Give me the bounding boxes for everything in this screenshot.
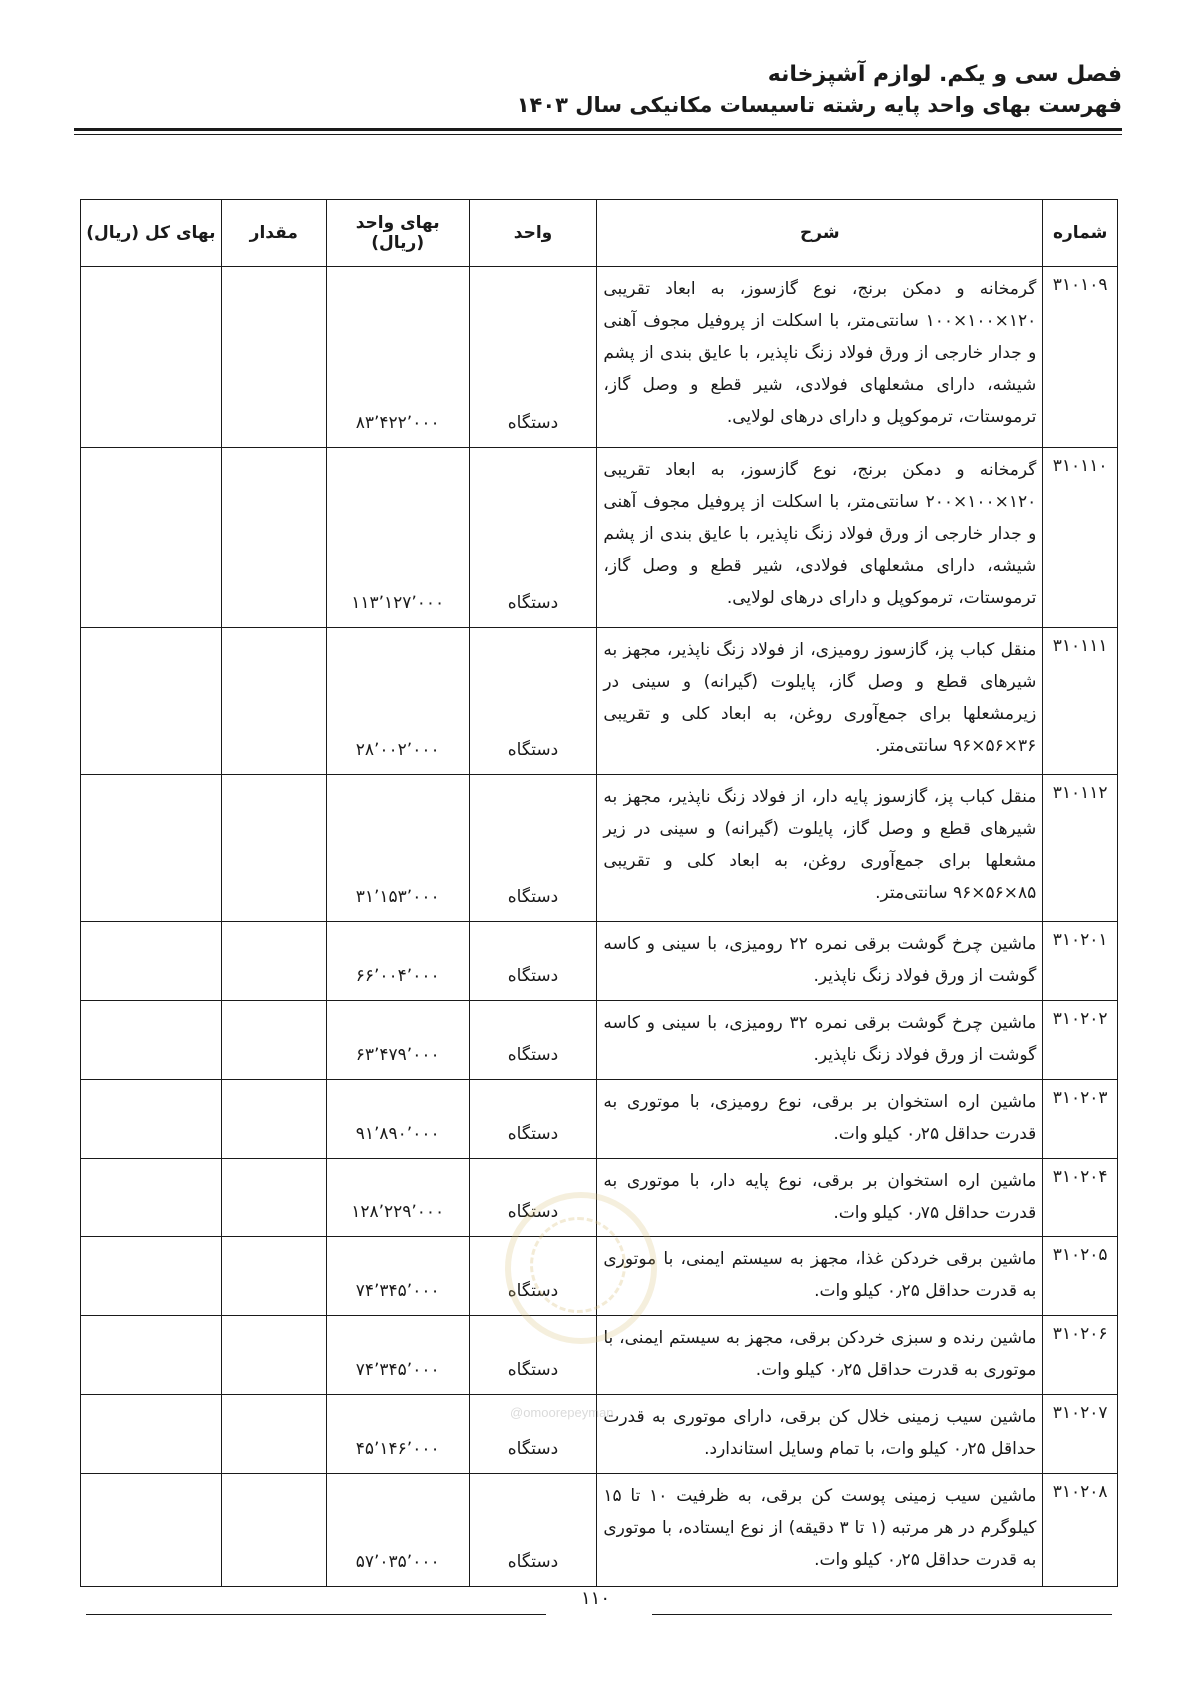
page-header: [74, 60, 1122, 120]
item-unit-price: ۱۲۸٬۲۲۹٬۰۰۰: [326, 1159, 469, 1237]
item-code: ۳۱۰۲۰۶: [1043, 1316, 1118, 1395]
table-row: [81, 628, 1118, 775]
item-total-price: [81, 922, 222, 1001]
item-code: ۳۱۰۲۰۷: [1043, 1395, 1118, 1474]
item-quantity: [221, 1080, 326, 1159]
item-quantity: [221, 1395, 326, 1474]
item-unit: دستگاه: [469, 628, 597, 775]
item-unit: دستگاه: [469, 775, 597, 922]
table-row: [81, 267, 1118, 448]
item-unit-price: ۷۴٬۳۴۵٬۰۰۰: [326, 1316, 469, 1395]
item-code: ۳۱۰۱۱۰: [1043, 448, 1118, 628]
table-row: [81, 1316, 1118, 1395]
item-code: ۳۱۰۲۰۸: [1043, 1474, 1118, 1587]
header-rule-thick: [74, 128, 1122, 131]
item-unit: دستگاه: [469, 1001, 597, 1080]
item-quantity: [221, 1001, 326, 1080]
table-header-row: [81, 200, 1118, 267]
item-unit: دستگاه: [469, 922, 597, 1001]
item-quantity: [221, 1237, 326, 1316]
item-quantity: [221, 628, 326, 775]
item-unit: دستگاه: [469, 1474, 597, 1587]
table-row: [81, 1080, 1118, 1159]
item-description: گرمخانه و دمکن برنج، نوع گازسوز، به ابعاد تقریبی ۱۲۰×۱۰۰×۱۰۰ سانتی‌متر، با اسکلت از پروفیل مجوف آهنی و جدار خارجی از ورق فولاد زنگ ناپذیر، با عایق بندی از پشم شیشه، دارای مشعلهای فولادی، شیر قطع و وصل گاز، ترموستات، ترموکوپل و دارای درهای لولایی.: [597, 267, 1043, 448]
item-total-price: [81, 1474, 222, 1587]
table-row: [81, 448, 1118, 628]
item-description: ماشین اره استخوان بر برقی، نوع رومیزی، با موتوری به قدرت حداقل ۰٫۲۵ کیلو وات.: [597, 1080, 1043, 1159]
item-quantity: [221, 1159, 326, 1237]
price-table: [80, 199, 1118, 1587]
col-header-quantity: مقدار: [221, 200, 326, 267]
item-unit: دستگاه: [469, 1159, 597, 1237]
col-header-description: شرح: [597, 200, 1043, 267]
item-code: ۳۱۰۲۰۴: [1043, 1159, 1118, 1237]
item-code: ۳۱۰۲۰۳: [1043, 1080, 1118, 1159]
item-total-price: [81, 628, 222, 775]
item-quantity: [221, 448, 326, 628]
col-header-unit: واحد: [469, 200, 597, 267]
item-unit-price: ۶۶٬۰۰۴٬۰۰۰: [326, 922, 469, 1001]
item-quantity: [221, 1316, 326, 1395]
item-unit-price: ۶۳٬۴۷۹٬۰۰۰: [326, 1001, 469, 1080]
item-quantity: [221, 922, 326, 1001]
header-rule-thin: [74, 134, 1122, 135]
item-code: ۳۱۰۲۰۲: [1043, 1001, 1118, 1080]
item-total-price: [81, 1316, 222, 1395]
item-quantity: [221, 267, 326, 448]
item-total-price: [81, 775, 222, 922]
item-description: ماشین چرخ گوشت برقی نمره ۳۲ رومیزی، با سینی و کاسه گوشت از ورق فولاد زنگ ناپذیر.: [597, 1001, 1043, 1080]
item-unit: دستگاه: [469, 448, 597, 628]
item-description: ماشین رنده و سبزی خردکن برقی، مجهز به سیستم ایمنی، با موتوری به قدرت حداقل ۰٫۲۵ کیلو وات.: [597, 1316, 1043, 1395]
item-description: ماشین سیب زمینی پوست کن برقی، به ظرفیت ۱۰ تا ۱۵ کیلوگرم در هر مرتبه (۱ تا ۳ دقیقه) از نوع ایستاده، با موتوری به قدرت حداقل ۰٫۲۵ کیلو وات.: [597, 1474, 1043, 1587]
item-unit-price: ۸۳٬۴۲۲٬۰۰۰: [326, 267, 469, 448]
footer-rule-left: [86, 1614, 546, 1615]
page-number: ۱۱۰: [580, 1588, 610, 1609]
item-unit-price: ۳۱٬۱۵۳٬۰۰۰: [326, 775, 469, 922]
item-description: ماشین برقی خردکن غذا، مجهز به سیستم ایمنی، با موتوری به قدرت حداقل ۰٫۲۵ کیلو وات.: [597, 1237, 1043, 1316]
item-code: ۳۱۰۱۱۱: [1043, 628, 1118, 775]
item-description: منقل کباب پز، گازسوز پایه دار، از فولاد زنگ ناپذیر، مجهز به شیرهای قطع و وصل گاز، پایلوت (گیرانه) و سینی در زیر مشعلها برای جمع‌آوری روغن، به ابعاد کلی و تقریبی ۸۵×۵۶×۹۶ سانتی‌متر.: [597, 775, 1043, 922]
item-description: منقل کباب پز، گازسوز رومیزی، از فولاد زنگ ناپذیر، مجهز به شیرهای قطع و وصل گاز، پایلوت (گیرانه) و سینی در زیرمشعلها برای جمع‌آوری روغن، به ابعاد کلی و تقریبی ۳۶×۵۶×۹۶ سانتی‌متر.: [597, 628, 1043, 775]
item-unit: دستگاه: [469, 1316, 597, 1395]
item-total-price: [81, 267, 222, 448]
item-description: گرمخانه و دمکن برنج، نوع گازسوز، به ابعاد تقریبی ۱۲۰×۱۰۰×۲۰۰ سانتی‌متر، با اسکلت از پروفیل مجوف آهنی و جدار خارجی از ورق فولاد زنگ ناپذیر، با عایق بندی از پشم شیشه، دارای مشعلهای فولادی، شیر قطع و وصل گاز، ترموستات، ترموکوپل و دارای درهای لولایی.: [597, 448, 1043, 628]
table-row: [81, 1159, 1118, 1237]
item-unit-price: ۱۱۳٬۱۲۷٬۰۰۰: [326, 448, 469, 628]
item-unit-price: ۲۸٬۰۰۲٬۰۰۰: [326, 628, 469, 775]
document-subtitle: فهرست بهای واحد پایه رشته تاسیسات مکانیکی سال ۱۴۰۳: [516, 93, 1122, 117]
item-quantity: [221, 775, 326, 922]
table-row: [81, 1237, 1118, 1316]
table-row: [81, 922, 1118, 1001]
item-unit-price: ۴۵٬۱۴۶٬۰۰۰: [326, 1395, 469, 1474]
item-unit-price: ۷۴٬۳۴۵٬۰۰۰: [326, 1237, 469, 1316]
col-header-unit-price: بهای واحد (ریال): [326, 200, 469, 267]
item-unit: دستگاه: [469, 267, 597, 448]
item-code: ۳۱۰۲۰۵: [1043, 1237, 1118, 1316]
item-unit: دستگاه: [469, 1395, 597, 1474]
item-unit: دستگاه: [469, 1237, 597, 1316]
item-total-price: [81, 1159, 222, 1237]
item-description: ماشین چرخ گوشت برقی نمره ۲۲ رومیزی، با سینی و کاسه گوشت از ورق فولاد زنگ ناپذیر.: [597, 922, 1043, 1001]
item-description: ماشین سیب زمینی خلال کن برقی، دارای موتوری به قدرت حداقل ۰٫۲۵ کیلو وات، با تمام وسایل استاندارد.: [597, 1395, 1043, 1474]
item-total-price: [81, 1237, 222, 1316]
col-header-total-price: بهای کل (ریال): [81, 200, 222, 267]
item-unit-price: ۹۱٬۸۹۰٬۰۰۰: [326, 1080, 469, 1159]
item-unit-price: ۵۷٬۰۳۵٬۰۰۰: [326, 1474, 469, 1587]
chapter-title: فصل سی و یکم. لوازم آشپزخانه: [767, 62, 1122, 87]
item-code: ۳۱۰۲۰۱: [1043, 922, 1118, 1001]
item-total-price: [81, 1080, 222, 1159]
footer-rule-right: [652, 1614, 1112, 1615]
item-total-price: [81, 448, 222, 628]
col-header-code: شماره: [1043, 200, 1118, 267]
table-row: [81, 775, 1118, 922]
item-code: ۳۱۰۱۱۲: [1043, 775, 1118, 922]
watermark-text: @omoorepeyman: [510, 1405, 614, 1420]
item-quantity: [221, 1474, 326, 1587]
item-total-price: [81, 1001, 222, 1080]
item-description: ماشین اره استخوان بر برقی، نوع پایه دار، با موتوری به قدرت حداقل ۰٫۷۵ کیلو وات.: [597, 1159, 1043, 1237]
item-code: ۳۱۰۱۰۹: [1043, 267, 1118, 448]
item-total-price: [81, 1395, 222, 1474]
table-row: [81, 1001, 1118, 1080]
item-unit: دستگاه: [469, 1080, 597, 1159]
table-row: [81, 1474, 1118, 1587]
